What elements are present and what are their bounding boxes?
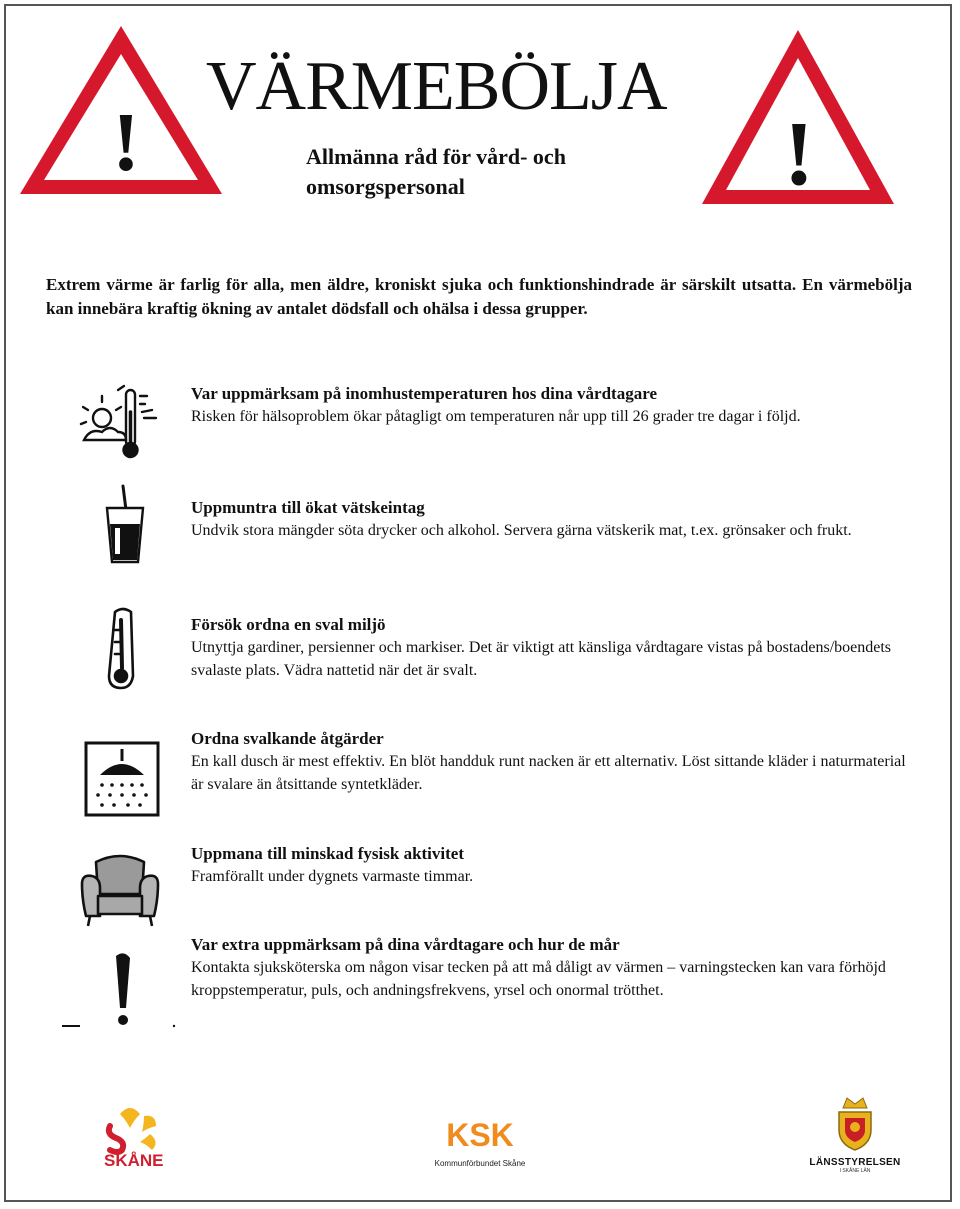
section-body: Utnyttja gardiner, persienner och markiser. Det är viktigt att känsliga vårdtagare vistas på bostadens/boendets svalaste plats. Vädra nattetid när det är svalt.	[191, 639, 892, 679]
section-body: En kall dusch är mest effektiv. En blöt handduk runt nacken är ett alternativ. Löst sittande kläder i naturmaterial är svalare än åtsittande syntetkläder.	[191, 753, 906, 793]
warning-triangle-left-icon	[14, 20, 228, 200]
section-indoor-temperature	[191, 383, 909, 428]
region-skane-logo	[96, 1104, 166, 1177]
section-heading: Var uppmärksam på inomhustemperaturen hos dina vårdtagare	[191, 384, 657, 403]
section-extra-attention	[191, 934, 909, 1002]
lansstyrelsen-logo: LÄNSSTYRELSEN I SKÅNE LÄN	[800, 1096, 910, 1174]
svg-text:SKÅNE: SKÅNE	[104, 1151, 164, 1170]
armchair-icon	[78, 848, 162, 932]
intro-text: Extrem värme är farlig för alla, men äldre, kroniskt sjuka och funktionshindrade är särskilt utsatta. En värmebölja kan innebära kraftig ökning av antalet dödsfall och ohälsa i dessa grupper.	[46, 275, 912, 318]
section-heading: Ordna svalkande åtgärder	[191, 729, 384, 748]
section-fluid-intake	[191, 497, 909, 542]
page-title: VÄRMEBÖLJA	[206, 48, 667, 125]
kommunforbundet-skane-logo: KSK Kommunförbundet Skåne	[434, 1117, 526, 1168]
drink-glass-icon	[103, 484, 147, 566]
sun-thermometer-icon	[80, 382, 162, 460]
section-cooling-measures	[191, 728, 909, 796]
warning-triangle-right-icon	[698, 24, 898, 210]
section-heading: Försök ordna en sval miljö	[191, 615, 386, 634]
section-physical-activity	[191, 843, 909, 888]
page-subtitle: Allmänna råd för vård- och omsorgspersonal	[306, 144, 566, 199]
section-body: Framförallt under dygnets varmaste timmar.	[191, 868, 474, 885]
thermometer-icon	[101, 606, 143, 692]
svg-text:!: !	[112, 96, 140, 189]
section-heading: Uppmuntra till ökat vätskeintag	[191, 498, 425, 517]
section-body: Risken för hälsoproblem ökar påtagligt om temperaturen når upp till 26 grader tre dagar i följd.	[191, 408, 801, 425]
svg-text:KSK: KSK	[446, 1117, 514, 1153]
exclamation-icon	[58, 950, 182, 1030]
section-cool-environment	[191, 614, 909, 682]
shower-icon	[84, 741, 160, 817]
section-heading: Var extra uppmärksam på dina vårdtagare och hur de mår	[191, 935, 620, 954]
section-heading: Uppmana till minskad fysisk aktivitet	[191, 844, 464, 863]
svg-text:!: !	[783, 102, 815, 204]
section-body: Undvik stora mängder söta drycker och alkohol. Servera gärna vätskerik mat, t.ex. grönsaker och frukt.	[191, 522, 852, 539]
section-body: Kontakta sjuksköterska om någon visar tecken på att må dåligt av värmen – varningstecken kan vara förhöjd kroppstemperatur, puls, och andningsfrekvens, yrsel och onormal trötthet.	[191, 959, 886, 999]
